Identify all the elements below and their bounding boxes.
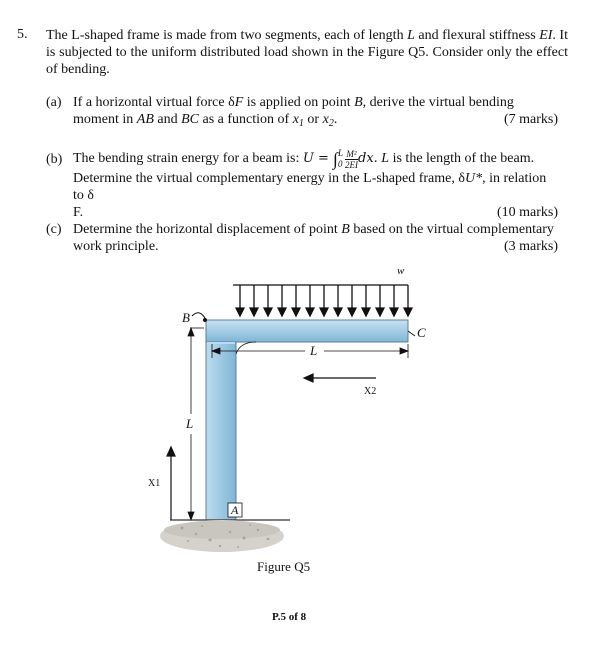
label-b: B	[182, 310, 190, 325]
figure-q5	[140, 258, 440, 563]
ground-support	[160, 520, 290, 552]
part-a-text: If a horizontal virtual force δF is applied on point B, derive the virtual bending moment in AB and BC as a function of $x_1$ or $x_2$. (7 marks)	[73, 95, 558, 129]
label-x2: X2	[364, 386, 377, 397]
part-c-marks: (3 marks)	[503, 239, 558, 254]
label-w: w	[397, 265, 405, 277]
distributed-load-arrows	[233, 285, 412, 316]
x1-arrow	[167, 447, 175, 520]
part-a-label: (a)	[46, 95, 62, 110]
label-a: A	[231, 503, 239, 517]
x2-arrow	[304, 374, 376, 382]
question-intro: The L-shaped frame is made from two segments, each of length L and flexural stiffness EI. It is subjected to the uniform distributed load shown in the Figure Q5. Consider only the effect of bending.	[46, 28, 568, 77]
part-c-text: Determine the horizontal displacement of point B based on the virtual complementary work principle. (3 marks)	[73, 222, 558, 254]
point-b	[203, 318, 207, 322]
label-c: C	[417, 325, 426, 340]
label-l-vertical: L	[186, 416, 194, 431]
part-b-marks: (10 marks)	[496, 205, 558, 220]
beam-bc	[206, 320, 408, 342]
part-c-label: (c)	[46, 222, 62, 237]
joint-seam	[207, 342, 235, 344]
part-b-text: The bending strain energy for a beam is: U = ∫ L 0 $\frac{\text{M²}}{2EI}$ dx. L is the length of the beam. Determine the virtual complementary energy in the L-shaped frame, δU*, in relation to δ F. (10 marks)	[73, 148, 558, 220]
label-l-horizontal: L	[310, 343, 318, 358]
page-number: P.5 of 8	[272, 611, 307, 623]
part-b-label: (b)	[46, 152, 63, 167]
part-a-marks: (7 marks)	[503, 112, 558, 127]
question-number: 5.	[17, 27, 28, 42]
label-x1: X1	[148, 478, 161, 489]
column-ab	[206, 342, 236, 520]
figure-caption: Figure Q5	[257, 559, 311, 574]
integral-sign: ∫	[333, 149, 338, 170]
